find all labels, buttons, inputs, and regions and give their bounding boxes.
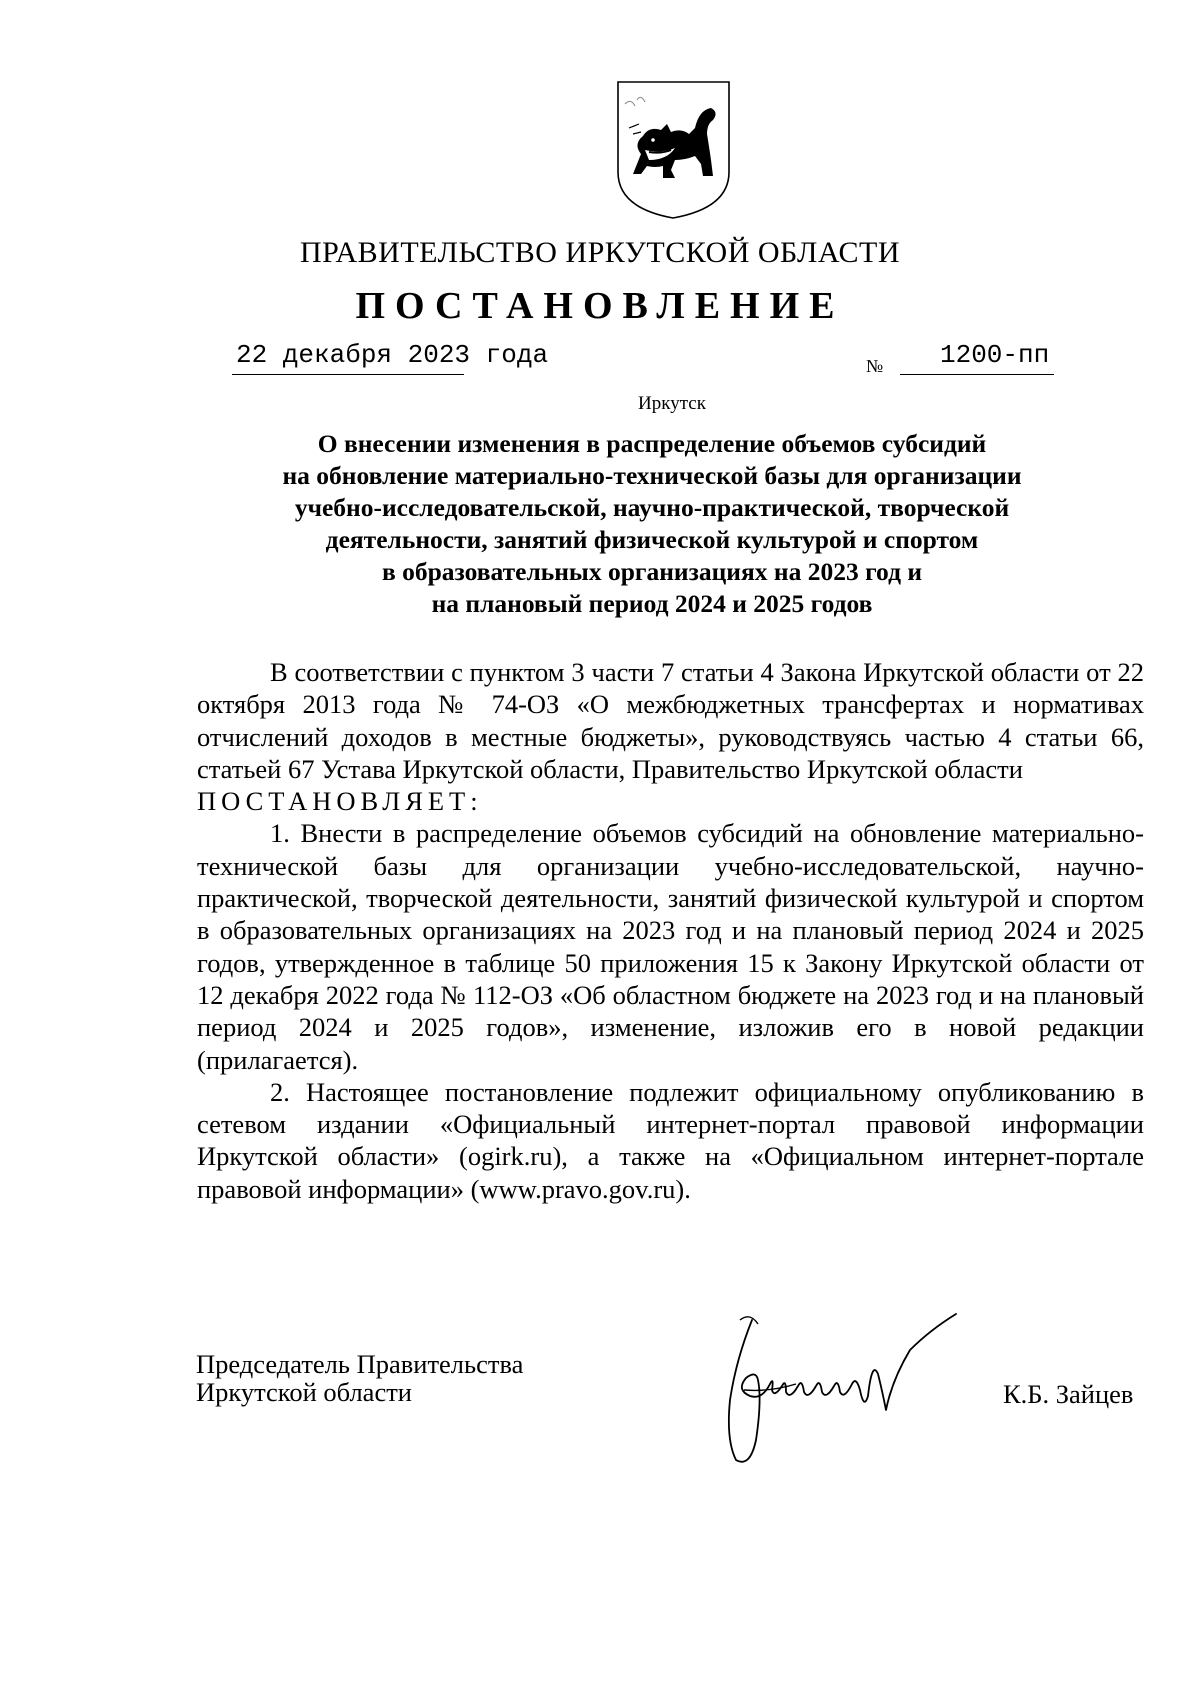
heading-line: в образовательных организациях на 2023 год и bbox=[381, 557, 923, 586]
heading-line: О внесении изменения в распределение объемов субсидий bbox=[317, 429, 987, 458]
number-sign: № bbox=[866, 356, 884, 376]
position-line: Иркутской области bbox=[196, 1377, 412, 1407]
heading-line: на плановый период 2024 и 2025 годов bbox=[431, 589, 873, 618]
position-line: Председатель Правительства bbox=[196, 1349, 524, 1379]
document-heading bbox=[190, 428, 1114, 620]
document-type-title: ПОСТАНОВЛЕНИЕ bbox=[355, 285, 845, 327]
number-underline bbox=[900, 374, 1054, 375]
decree-word: ПОСТАНОВЛЯЕТ: bbox=[197, 786, 483, 817]
heading-line: учебно-исследовательской, научно-практической, творческой bbox=[294, 493, 1010, 522]
city-name: Иркутск bbox=[638, 393, 706, 414]
item-1-paragraph: 1. Внести в распределение объемов субсидий на обновление материально-технической базы для организации учебно-исследовательской, научно-практической, творческой деятельности, занятий физической культурой и спортом в образовательных организациях на 2023 год и на плановый период 2024 и 2025 годов, утвержденное в таблице 50 приложения 15 к Закону Иркутской области от 12 декабря 2022 года № 112-ОЗ «Об областном бюджете на 2023 год и на плановый период 2024 и 2025 годов», изменение, изложив его в новой редакции (прилагается). bbox=[197, 818, 1144, 1075]
document-body bbox=[197, 656, 1144, 1205]
preamble-paragraph: В соответствии с пунктом 3 части 7 статьи 4 Закона Иркутской области от 22 октября 2013 года № 74-ОЗ «О межбюджетных трансфертах и нормативах отчислений доходов в местные бюджеты», руководствуясь частью 4 статьи 66, статьей 67 Устава Иркутской области, Правительство Иркутской области bbox=[197, 657, 1144, 784]
date-underline bbox=[232, 374, 464, 375]
signatory-position bbox=[196, 1350, 523, 1406]
coat-of-arms-icon bbox=[615, 80, 732, 220]
heading-line: на обновление материально-технической базы для организации bbox=[282, 461, 1022, 490]
government-name: ПРАВИТЕЛЬСТВО ИРКУТСКОЙ ОБЛАСТИ bbox=[299, 236, 901, 269]
item-2-paragraph: 2. Настоящее постановление подлежит официальному опубликованию в сетевом издании «Официальный интернет-портал правовой информации Иркутской области» (ogirk.ru), а также на «Официальном интернет-портале правовой информации» (www.pravo.gov.ru). bbox=[197, 1076, 1144, 1204]
heading-line: деятельности, занятий физической культурой и спортом bbox=[325, 525, 979, 554]
handwritten-signature bbox=[700, 1300, 1000, 1470]
signatory-name: К.Б. Зайцев bbox=[1003, 1379, 1134, 1409]
document-number: 1200-пп bbox=[940, 340, 1050, 370]
document-date: 22 декабря 2023 года bbox=[236, 340, 549, 370]
